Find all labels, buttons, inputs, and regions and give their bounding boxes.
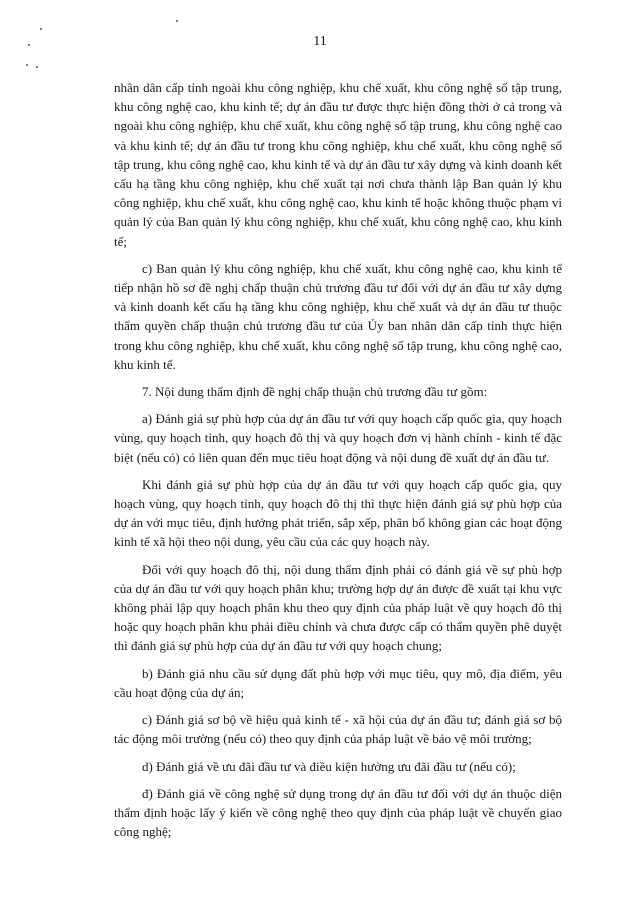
paragraph: đ) Đánh giá về công nghệ sử dụng trong dự án đầu tư đối với dự án thuộc diện thẩm định hoặc lấy ý kiến về công nghệ theo quy định của pháp luật về chuyển giao công nghệ; xyxy=(114,785,562,840)
paragraph: c) Đánh giá sơ bộ về hiệu quả kinh tế - xã hội của dự án đầu tư; đánh giá sơ bộ tác động môi trường (nếu có) theo quy định của pháp luật về bảo vệ môi trường; xyxy=(114,712,562,747)
paragraph: b) Đánh giá nhu cầu sử dụng đất phù hợp với mục tiêu, quy mô, địa điểm, yêu cầu hoạt động của dự án; xyxy=(114,665,562,700)
document-body xyxy=(114,78,562,849)
paragraph: a) Đánh giá sự phù hợp của dự án đầu tư với quy hoạch cấp quốc gia, quy hoạch vùng, quy hoạch tỉnh, quy hoạch đô thị và quy hoạch đơn vị hành chính - kinh tế đặc biệt (nếu có) có liên quan đến mục tiêu hoạt động và nội dung đề xuất dự án đầu tư. xyxy=(114,411,562,465)
page-number: 11 xyxy=(313,34,327,49)
scan-mark xyxy=(36,66,38,68)
paragraph: 7. Nội dung thẩm định đề nghị chấp thuận chủ trương đầu tư gồm: xyxy=(142,384,488,400)
paragraph: d) Đánh giá về ưu đãi đầu tư và điều kiện hưởng ưu đãi đầu tư (nếu có); xyxy=(142,758,516,774)
paragraph: Đối với quy hoạch đô thị, nội dung thẩm định phải có đánh giá về sự phù hợp của dự án đầu tư với quy hoạch phân khu; trường hợp dự án được đề xuất tại khu vực không phải lập quy hoạch phân khu theo quy định của pháp luật về quy hoạch đô thị hoặc quy hoạch phân khu phải điều chỉnh và chưa được cấp có thẩm quyền phê duyệt thì đánh giá sự phù hợp của dự án đầu tư với quy hoạch chung; xyxy=(114,561,562,654)
paragraph: c) Ban quản lý khu công nghiệp, khu chế xuất, khu công nghệ cao, khu kinh tế tiếp nhận hồ sơ đề nghị chấp thuận chủ trương đầu tư đối với dự án đầu tư xây dựng và kinh doanh kết cấu hạ tầng khu công nghiệp, khu chế xuất và dự án đầu tư thuộc thẩm quyền chấp thuận chủ trương đầu tư của Ủy ban nhân dân cấp tỉnh thực hiện trong khu công nghiệp, khu chế xuất, khu công nghệ số tập trung, khu công nghệ cao, khu kinh tế. xyxy=(114,260,562,372)
scan-mark xyxy=(176,20,178,22)
paragraph: Khi đánh giá sự phù hợp của dự án đầu tư với quy hoạch cấp quốc gia, quy hoạch vùng, quy hoạch tỉnh, quy hoạch đô thị thì thực hiện đánh giá sự phù hợp của dự án với mục tiêu, định hướng phát triển, sắp xếp, phân bố không gian các hoạt động kinh tế xã hội theo nội dung, yêu cầu của các quy hoạch này. xyxy=(114,476,562,550)
scan-mark xyxy=(26,64,28,66)
scan-mark xyxy=(40,28,42,30)
paragraph: nhân dân cấp tỉnh ngoài khu công nghiệp, khu chế xuất, khu công nghệ số tập trung, khu công nghệ cao, khu kinh tế; dự án đầu tư được thực hiện đồng thời ở cả trong và ngoài khu công nghiệp, khu chế xuất, khu công nghệ số tập trung, khu công nghệ cao và khu kinh tế; dự án đầu tư trong khu công nghiệp, khu chế xuất, khu công nghệ số tập trung, khu công nghệ cao, khu kinh tế và dự án đầu tư xây dựng và kinh doanh kết cấu hạ tầng khu công nghiệp, khu chế xuất tại nơi chưa thành lập Ban quản lý khu công nghiệp, khu chế xuất, khu công nghệ cao, khu kinh tế hoặc không thuộc phạm vi quản lý của Ban quản lý khu công nghiệp, khu chế xuất, khu công nghệ cao, khu kinh tế; xyxy=(114,80,562,249)
